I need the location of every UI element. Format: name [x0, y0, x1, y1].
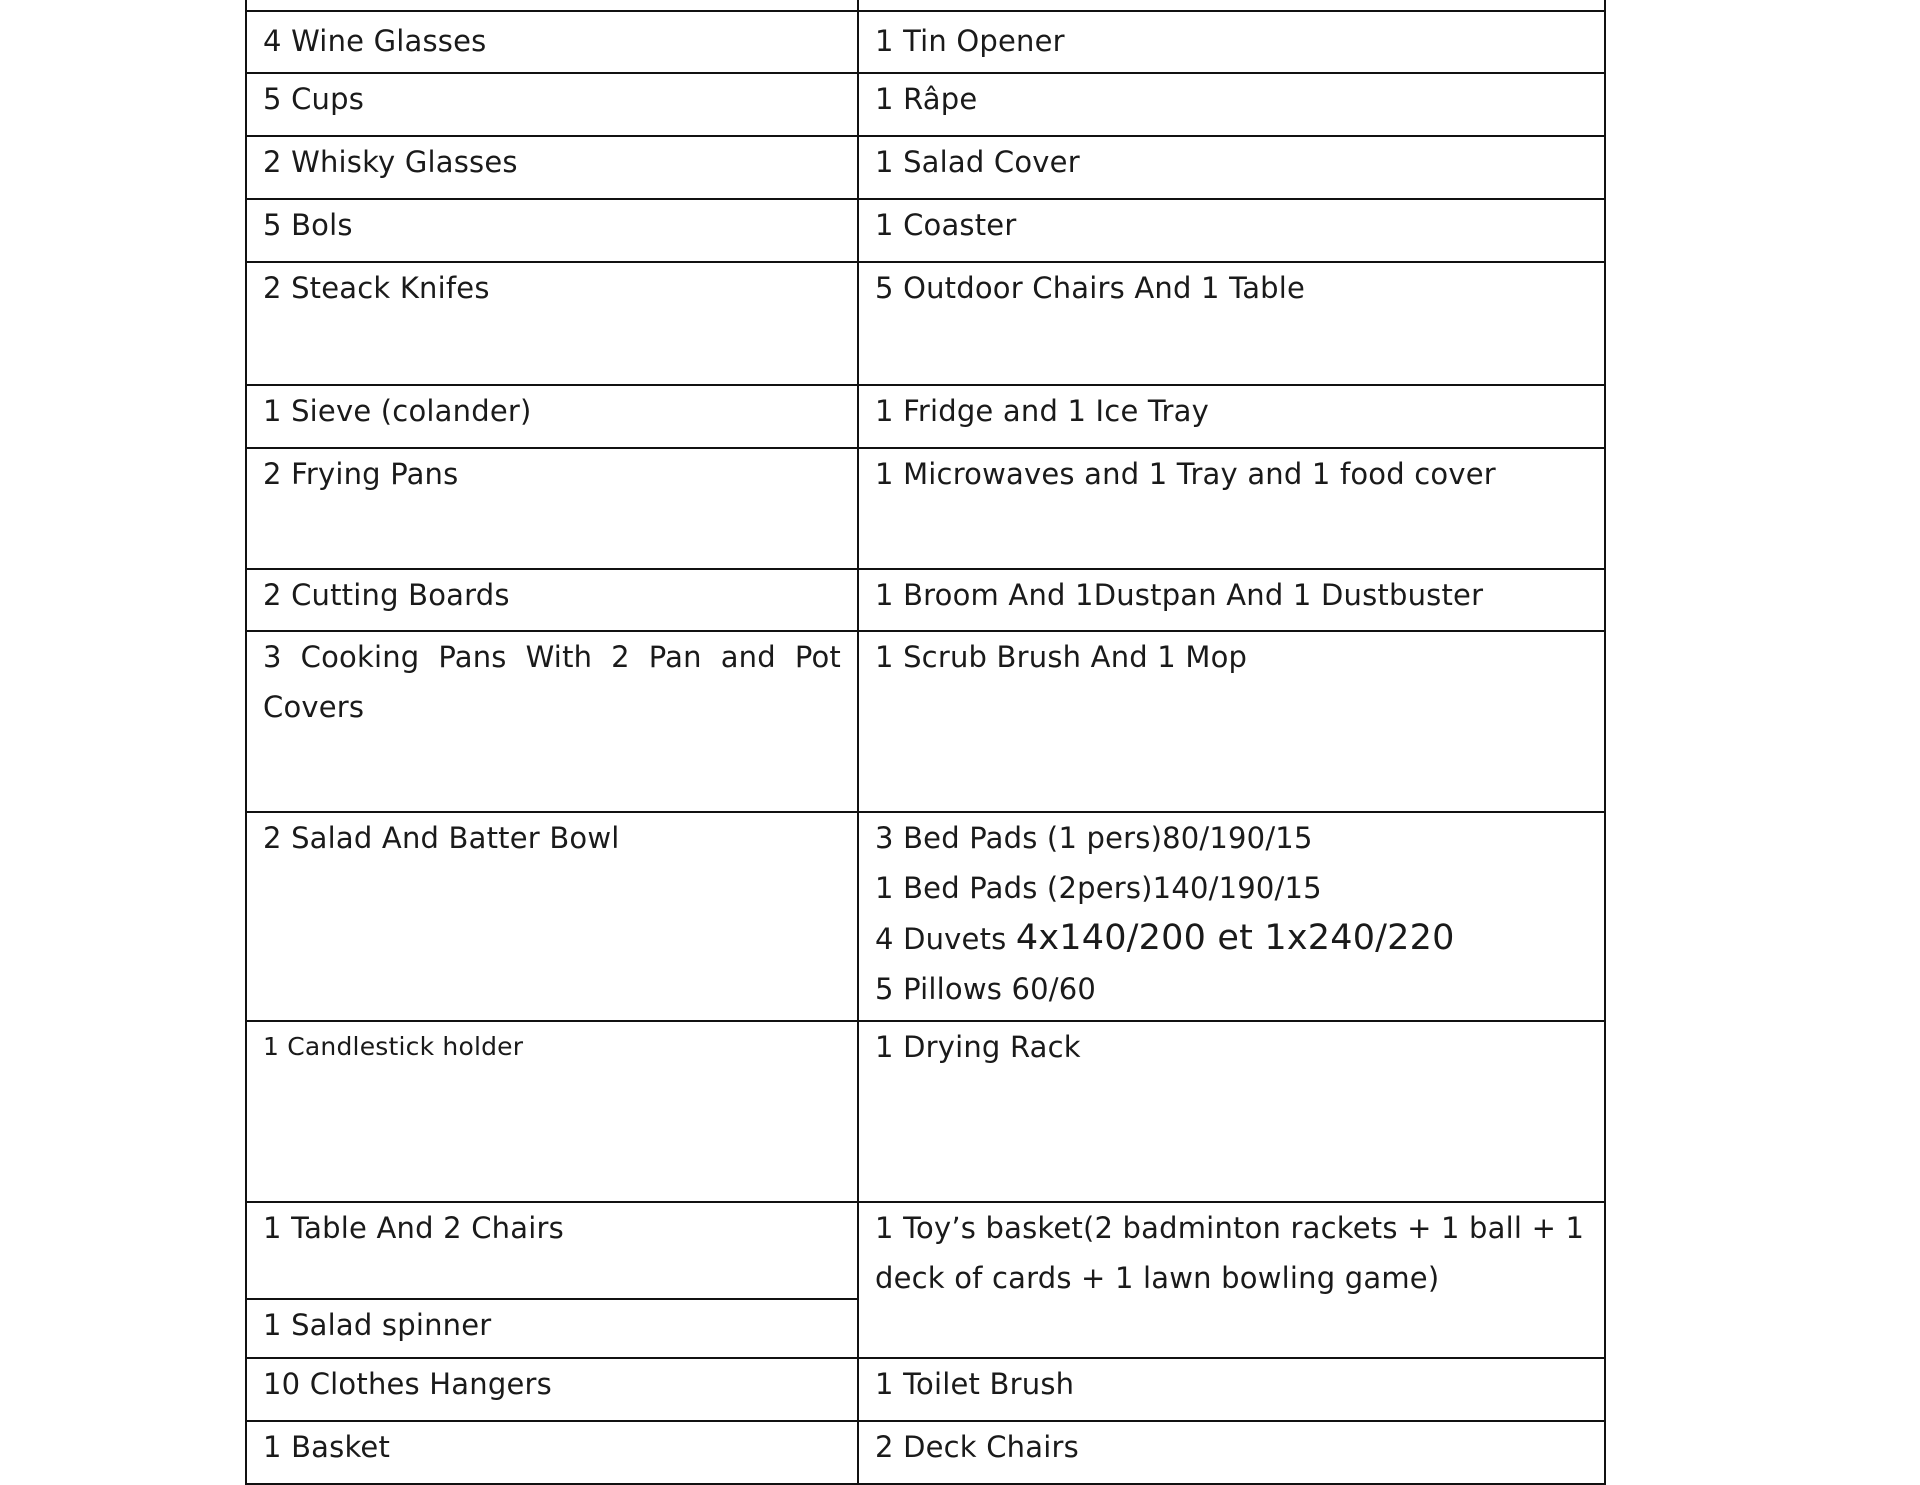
table-row [246, 448, 1605, 569]
table-cell [246, 812, 858, 1021]
table-cell [246, 11, 858, 73]
table-cell [858, 0, 1605, 11]
table-cell [246, 1021, 858, 1202]
item-text-part: 4 Duvets [875, 922, 1016, 956]
item-text: 10 Clothes Hangers [263, 1367, 552, 1401]
item-text [875, 913, 1588, 964]
item-text: 5 Outdoor Chairs And 1 Table [875, 271, 1306, 305]
table-cell [858, 136, 1605, 199]
item-text: 1 Basket [263, 1430, 391, 1464]
item-text: Covers [263, 690, 365, 724]
item-text: 2 Salad And Batter Bowl [263, 821, 620, 855]
item-text: 2 Whisky Glasses [263, 145, 518, 179]
table-cell [858, 73, 1605, 136]
table-row [246, 631, 1605, 812]
item-text: 1 Râpe [875, 82, 978, 116]
item-text: 2 Deck Chairs [875, 1430, 1079, 1464]
item-text: 2 Frying Pans [263, 457, 459, 491]
table-cell [858, 11, 1605, 73]
item-text: 5 Pillows 60/60 [875, 972, 1097, 1006]
table-row [246, 0, 1605, 11]
item-text: 1 Scrub Brush And 1 Mop [875, 640, 1248, 674]
inventory-table [245, 0, 1606, 1485]
table-cell [858, 812, 1605, 1021]
item-text: 1 Toilet Brush [875, 1367, 1075, 1401]
table-cell [858, 1421, 1605, 1484]
table-cell [246, 0, 858, 11]
item-text: 1 Coaster [875, 208, 1017, 242]
table-cell [246, 1202, 858, 1299]
item-text: 1 Broom And 1Dustpan And 1 Dustbuster [875, 578, 1484, 612]
item-text: 1 Toy’s basket(2 badminton rackets + 1 ball + 1 [875, 1211, 1585, 1245]
table-cell [246, 385, 858, 448]
table-row [246, 1421, 1605, 1484]
item-text: 5 Cups [263, 82, 365, 116]
table-cell [246, 1299, 858, 1358]
table-cell [858, 1358, 1605, 1421]
item-text: 4 Wine Glasses [263, 24, 487, 58]
table-cell [858, 1021, 1605, 1202]
item-text: 1 Drying Rack [875, 1030, 1081, 1064]
table-row [246, 1202, 1605, 1299]
table-cell [858, 569, 1605, 631]
table-row [246, 11, 1605, 73]
table-row [246, 136, 1605, 199]
table-cell [858, 199, 1605, 262]
item-text: 3 Cooking Pans With 2 Pan and Pot [263, 640, 841, 674]
table-cell [858, 1202, 1605, 1358]
table-row [246, 385, 1605, 448]
item-text: 1 Bed Pads (2pers)140/190/15 [875, 871, 1322, 905]
item-text: 1 Candlestick holder [263, 1032, 524, 1061]
item-text: 3 Bed Pads (1 pers)80/190/15 [875, 821, 1313, 855]
table-cell [858, 631, 1605, 812]
table-row [246, 262, 1605, 385]
item-text: 1 Table And 2 Chairs [263, 1211, 564, 1245]
item-text: 1 Fridge and 1 Ice Tray [875, 394, 1210, 428]
table-cell [246, 262, 858, 385]
item-text: 1 Salad spinner [263, 1308, 492, 1342]
table-row [246, 812, 1605, 1021]
table-cell [858, 385, 1605, 448]
table-row [246, 199, 1605, 262]
table-row [246, 569, 1605, 631]
table-cell [246, 1421, 858, 1484]
item-text: 2 Steack Knifes [263, 271, 490, 305]
table-row [246, 1021, 1605, 1202]
table-cell [858, 262, 1605, 385]
item-text: 1 Sieve (colander) [263, 394, 532, 428]
item-text: 1 Salad Cover [875, 145, 1080, 179]
item-text: 1 Tin Opener [875, 24, 1065, 58]
table-cell [246, 199, 858, 262]
table-cell [246, 631, 858, 812]
table-cell [246, 1358, 858, 1421]
item-text: 1 Microwaves and 1 Tray and 1 food cover [875, 457, 1496, 491]
table-cell [246, 73, 858, 136]
table-cell [246, 448, 858, 569]
item-text: deck of cards + 1 lawn bowling game) [875, 1261, 1440, 1295]
table-row [246, 1358, 1605, 1421]
table-cell [246, 569, 858, 631]
table-row [246, 73, 1605, 136]
table-cell [246, 136, 858, 199]
item-text: 5 Bols [263, 208, 353, 242]
table-cell [858, 448, 1605, 569]
item-text-part: 4x140/200 et 1x240/220 [1015, 918, 1455, 958]
item-text: 2 Cutting Boards [263, 578, 510, 612]
